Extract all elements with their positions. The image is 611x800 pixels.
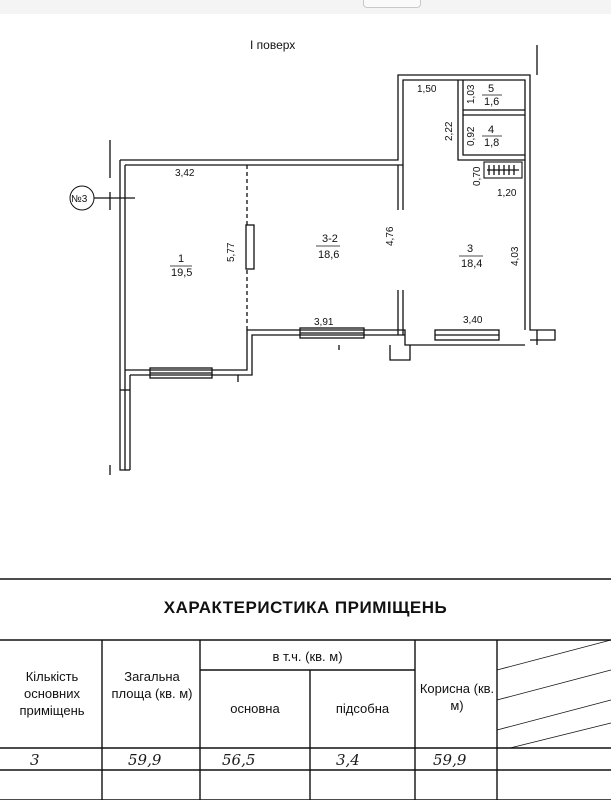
- dim-0-70: 0,70: [472, 166, 483, 186]
- header-auxiliary: підсобна: [335, 701, 390, 716]
- header-total: Загальна площа (кв. м): [111, 669, 193, 701]
- dim-3-42: 3,42: [175, 168, 195, 179]
- room-5-number: 5: [488, 83, 495, 95]
- room-3-area: 18,4: [461, 258, 483, 270]
- room-4-number: 4: [488, 124, 495, 136]
- dim-3-40: 3,40: [463, 315, 483, 326]
- value-total: 59,9: [128, 751, 162, 769]
- axis-marker: №3: [71, 194, 88, 205]
- dim-5-77: 5,77: [226, 242, 237, 262]
- room-5-area: 1,6: [484, 96, 500, 108]
- value-count: 3: [30, 751, 40, 769]
- dim-4-76: 4,76: [385, 226, 396, 246]
- header-including: в т.ч. (кв. м): [272, 649, 343, 664]
- room-1-area: 19,5: [171, 267, 193, 279]
- floor-label: І поверх: [250, 38, 296, 52]
- header-main: основна: [230, 701, 280, 716]
- value-auxiliary: 3,4: [336, 751, 360, 769]
- value-useful: 59,9: [433, 751, 467, 769]
- dim-1-03: 1,03: [466, 84, 477, 104]
- dim-1-50: 1,50: [417, 84, 437, 95]
- dim-0-92: 0,92: [466, 126, 477, 146]
- dim-2-22: 2,22: [444, 121, 455, 141]
- header-count: Кількість основних приміщень: [19, 669, 85, 718]
- room-3-2-number: 3-2: [322, 233, 338, 245]
- header-useful: Корисна (кв. м): [419, 681, 495, 713]
- room-4-area: 1,8: [484, 137, 500, 149]
- dim-3-91: 3,91: [314, 317, 334, 328]
- room-3-2-area: 18,6: [318, 249, 340, 261]
- dim-4-03: 4,03: [510, 246, 521, 266]
- dim-1-20: 1,20: [497, 188, 517, 199]
- table-title: ХАРАКТЕРИСТИКА ПРИМІЩЕНЬ: [163, 598, 448, 617]
- room-3-number: 3: [467, 243, 474, 255]
- room-1-number: 1: [178, 253, 185, 265]
- value-main: 56,5: [222, 751, 256, 769]
